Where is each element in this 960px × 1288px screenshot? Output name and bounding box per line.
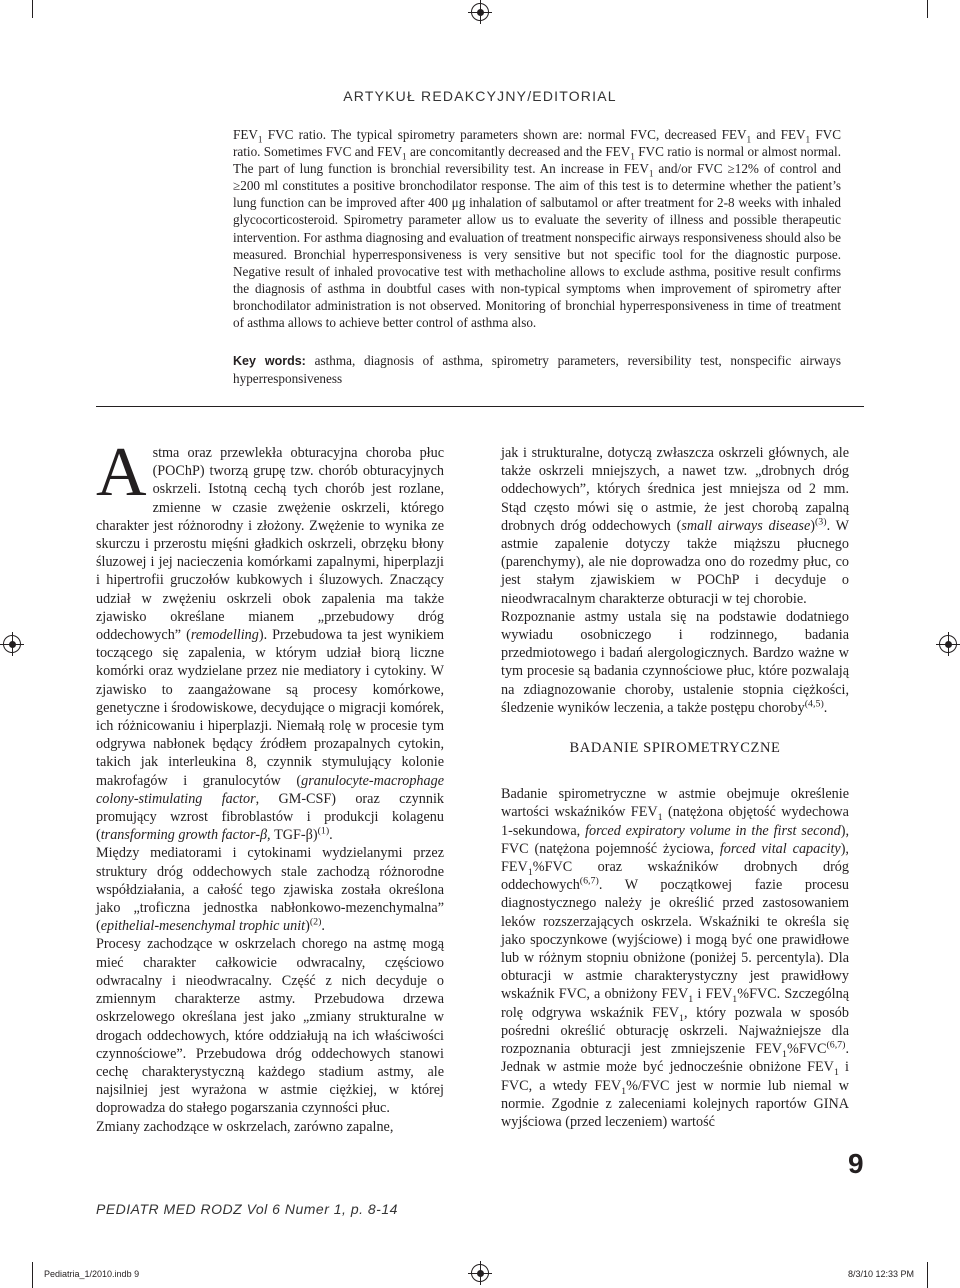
registration-mark-icon <box>471 1264 489 1282</box>
registration-mark-icon <box>3 635 21 653</box>
crop-mark <box>32 0 33 18</box>
divider <box>96 406 864 407</box>
paragraph: Badanie spirometryczne w astmie obejmuje określenie wartości wskaźników $FEV_1$ (natężona objętość wydechowa 1-sekundowa, forced expiratory volume in the first second), FVC (natężona pojemność życiowa, forced vital capacity), $FEV_1\%FVC$ oraz wskaźników drobnych dróg oddechowych$^{(6,7)}$. W początkowej fazie procesu diagnostycznego należy je określić przed zastosowaniem leków rozszerzających oskrzela. Wskaźniki te określa się jako spoczynkowe (wyjściowe) i mogą być one prawidłowe lub w różnym stopniu obniżone (poniżej 5. percentyla). Dla obturacji w astmie charakterystyczny jest prawidłowy wskaźnik FVC, a obniżony $FEV_1$ i $FEV_1\%FVC$. Szczególną rolę odgrywa wskaźnik $FEV_1$, który pozwala w sposób pośredni określić obturację oskrzeli. Najważniejsze dla rozpoznania obturacji jest zmniejszenie $FEV_1\%FVC^{(6,7)}$. Jednak w astmie może być jednocześnie obniżone $FEV_1$ i FVC, a wtedy $FEV_1\%$/FVC jest w normie lub niemal w normie. Zgodnie z zaleceniami kolejnych raportów GINA wyjściowa (przed leczeniem) wartość <box>501 786 850 1130</box>
right-column <box>501 444 849 1131</box>
paragraph: Procesy zachodzące w oskrzelach chorego na astmę mogą mieć charakter całkowicie odwracalny, częściowo odwracalny i nieodwracalny. Część z nich decyduje o zmiennym charakterze astmy. Przebudowa drzewa oskrzelowego określana jest jako „zmiany strukturalne w drogach oddechowych, które oddziałują na ich właściwości czynnościowe”. Przebudowa dróg oddechowych stanowi cechę charakterystyczną każdego stadium astmy, ale najsilniej jest wyrażona w astmie ciężkiej, w której doprowadza do stałego pogarszania czynności płuc. <box>96 936 444 1117</box>
crop-mark <box>927 1262 928 1288</box>
keywords <box>233 352 841 387</box>
crop-mark <box>32 1262 33 1288</box>
registration-mark-icon <box>939 635 957 653</box>
registration-mark-icon <box>471 3 489 21</box>
paragraph: Rozpoznanie astmy ustala się na podstawie dodatniego wywiadu osobniczego i rodzinnego, badania przedmiotowego i badań alergologicznych. Bardzo ważne w tym procesie są badania czynnościowe płuc, które pozwalają na zdiagnozowanie choroby, ustalenie stopnia ciężkości, śledzenie wyników leczenia, a także postępu choroby$^{(4,5)}$. <box>501 608 849 716</box>
abstract: $FEV_1$ FVC ratio. The typical spirometry parameters shown are: normal FVC, decreased $FEV_1$ and $FEV_1$ FVC ratio. Sometimes FVC and $FEV_1$ are concomitantly decreased and the $FEV_1$ FVC ratio is normal or almost normal. The part of lung function is bronchial reversibility test. An increase in $FEV_1$ and/or FVC ≥12% of control and ≥200 ml constitutes a positive bronchodilator response. The aim of this test is to determine whether the patient’s lung function can be improved after 400 μg inhalation of salbutamol or after treatment for 2-8 weeks with inhaled glycocorticosteroid. Spirometry parameter allow us to evaluate the severity of illness and possible therapeutic intervention. For asthma diagnosing and evaluation of treatment nonspecific airways responsiveness should also be measured. Bronchial hyperresponsiveness is very sensitive but not specific tool for the diagnostic purpose. Negative result of inhaled provocative test with methacholine allows to exclude asthma, positive result confirms the diagnosis of asthma in doubtful cases with non-typical symptoms when improvement of spirometry after bronchodilator administration is not observed. Monitoring of bronchial hyperresponsiveness in time of treatment of asthma allows to achieve better control of asthma also. <box>233 127 842 331</box>
drop-cap: A <box>96 434 147 511</box>
paragraph: jak i strukturalne, dotyczą zwłaszcza oskrzeli głównych, ale także oskrzeli mniejszych, a nawet tzw. „drobnych dróg oddechowych”, których średnica jest mniejsza od 2 mm. Stąd często mówi się o astmie, że jest chorobą zapalną drobnych dróg oddechowych (small airways disease)$^{(3)}$. W astmie zapalenie dotyczy także miąższu płucnego (parenchymy), ale nie doprowadza ono do rozedmy płuc, co jest stałym zjawiskiem w POChP i decyduje o nieodwracalnym charakterze obturacji w tej chorobie. <box>501 445 849 607</box>
page-number: 9 <box>848 1148 864 1179</box>
section-title: BADANIE SPIROMETRYCZNE <box>569 740 781 757</box>
journal-footer: PEDIATR MED RODZ Vol 6 Numer 1, p. 8-14 <box>96 1201 398 1217</box>
print-slug-date: 8/3/10 12:33 PM <box>848 1269 915 1279</box>
keywords-text: asthma, diagnosis of asthma, spirometry parameters, reversibility test, nonspecific airways hyperresponsiveness <box>233 353 841 386</box>
crop-mark <box>927 0 928 18</box>
keywords-label: Key words: <box>233 354 306 368</box>
paragraph: stma oraz przewlekła obturacyjna choroba płuc (POChP) tworzą grupę tzw. chorób obturacyjnych oskrzeli. Istotną cechą tych chorób jest rozlane, zmienne w czasie zwężenie oskrzeli, którego charakter jest różnorodny i złożony. Zwężenie to wynika ze skurczu i przerostu mięśni gładkich oskrzeli, obrzęku błony śluzowej i jej nacieczenia komórkami zapalnymi, hiperplazji i hipertrofii gruczołów kubkowych i śluzowych. Znaczący udział w zwężeniu oskrzeli obok zapalenia ma także zjawisko określane mianem „przebudowy dróg oddechowych” (remodelling). Przebudowa ta jest wynikiem toczącego się zapalenia, w którym udział biorą liczne komórki oraz wydzielane przez nie mediatory i cytokiny. W zjawisko to zaangażowane są procesy komórkowe, genetyczne i środowiskowe, decydujące o migracji komórek, ich różnicowaniu i hiperplazji. Niemałą rolę w procesie tym odgrywa nabłonek będący źródłem prozapalnych cytokin, takich jak interleukina 8, czynnik stymulujący kolonie makrofagów i granulocytów (granulocyte-macrophage colony-stimulating factor, GM-CSF) oraz czynnik promujący wzrost fibroblastów i produkcji kolagenu (transforming growth factor-β, TGF-β)$^{(1)}$. <box>96 445 444 844</box>
paragraph: Między mediatorami i cytokinami wydzielanymi przez struktury dróg oddechowych stale zachodzą różnorodne współdziałania, a całość tego zjawiska została określona jako „troficzna jednostka nabłonkowo-mezenchymalna” (epithelial-mesenchymal trophic unit)$^{(2)}$. <box>96 845 444 935</box>
paragraph: Zmiany zachodzące w oskrzelach, zarówno zapalne, <box>96 1118 394 1135</box>
print-slug-file: Pediatria_1/2010.indb 9 <box>44 1269 140 1279</box>
section-header: ARTYKUŁ REDAKCYJNY/EDITORIAL <box>343 88 617 104</box>
left-column <box>96 434 444 1136</box>
